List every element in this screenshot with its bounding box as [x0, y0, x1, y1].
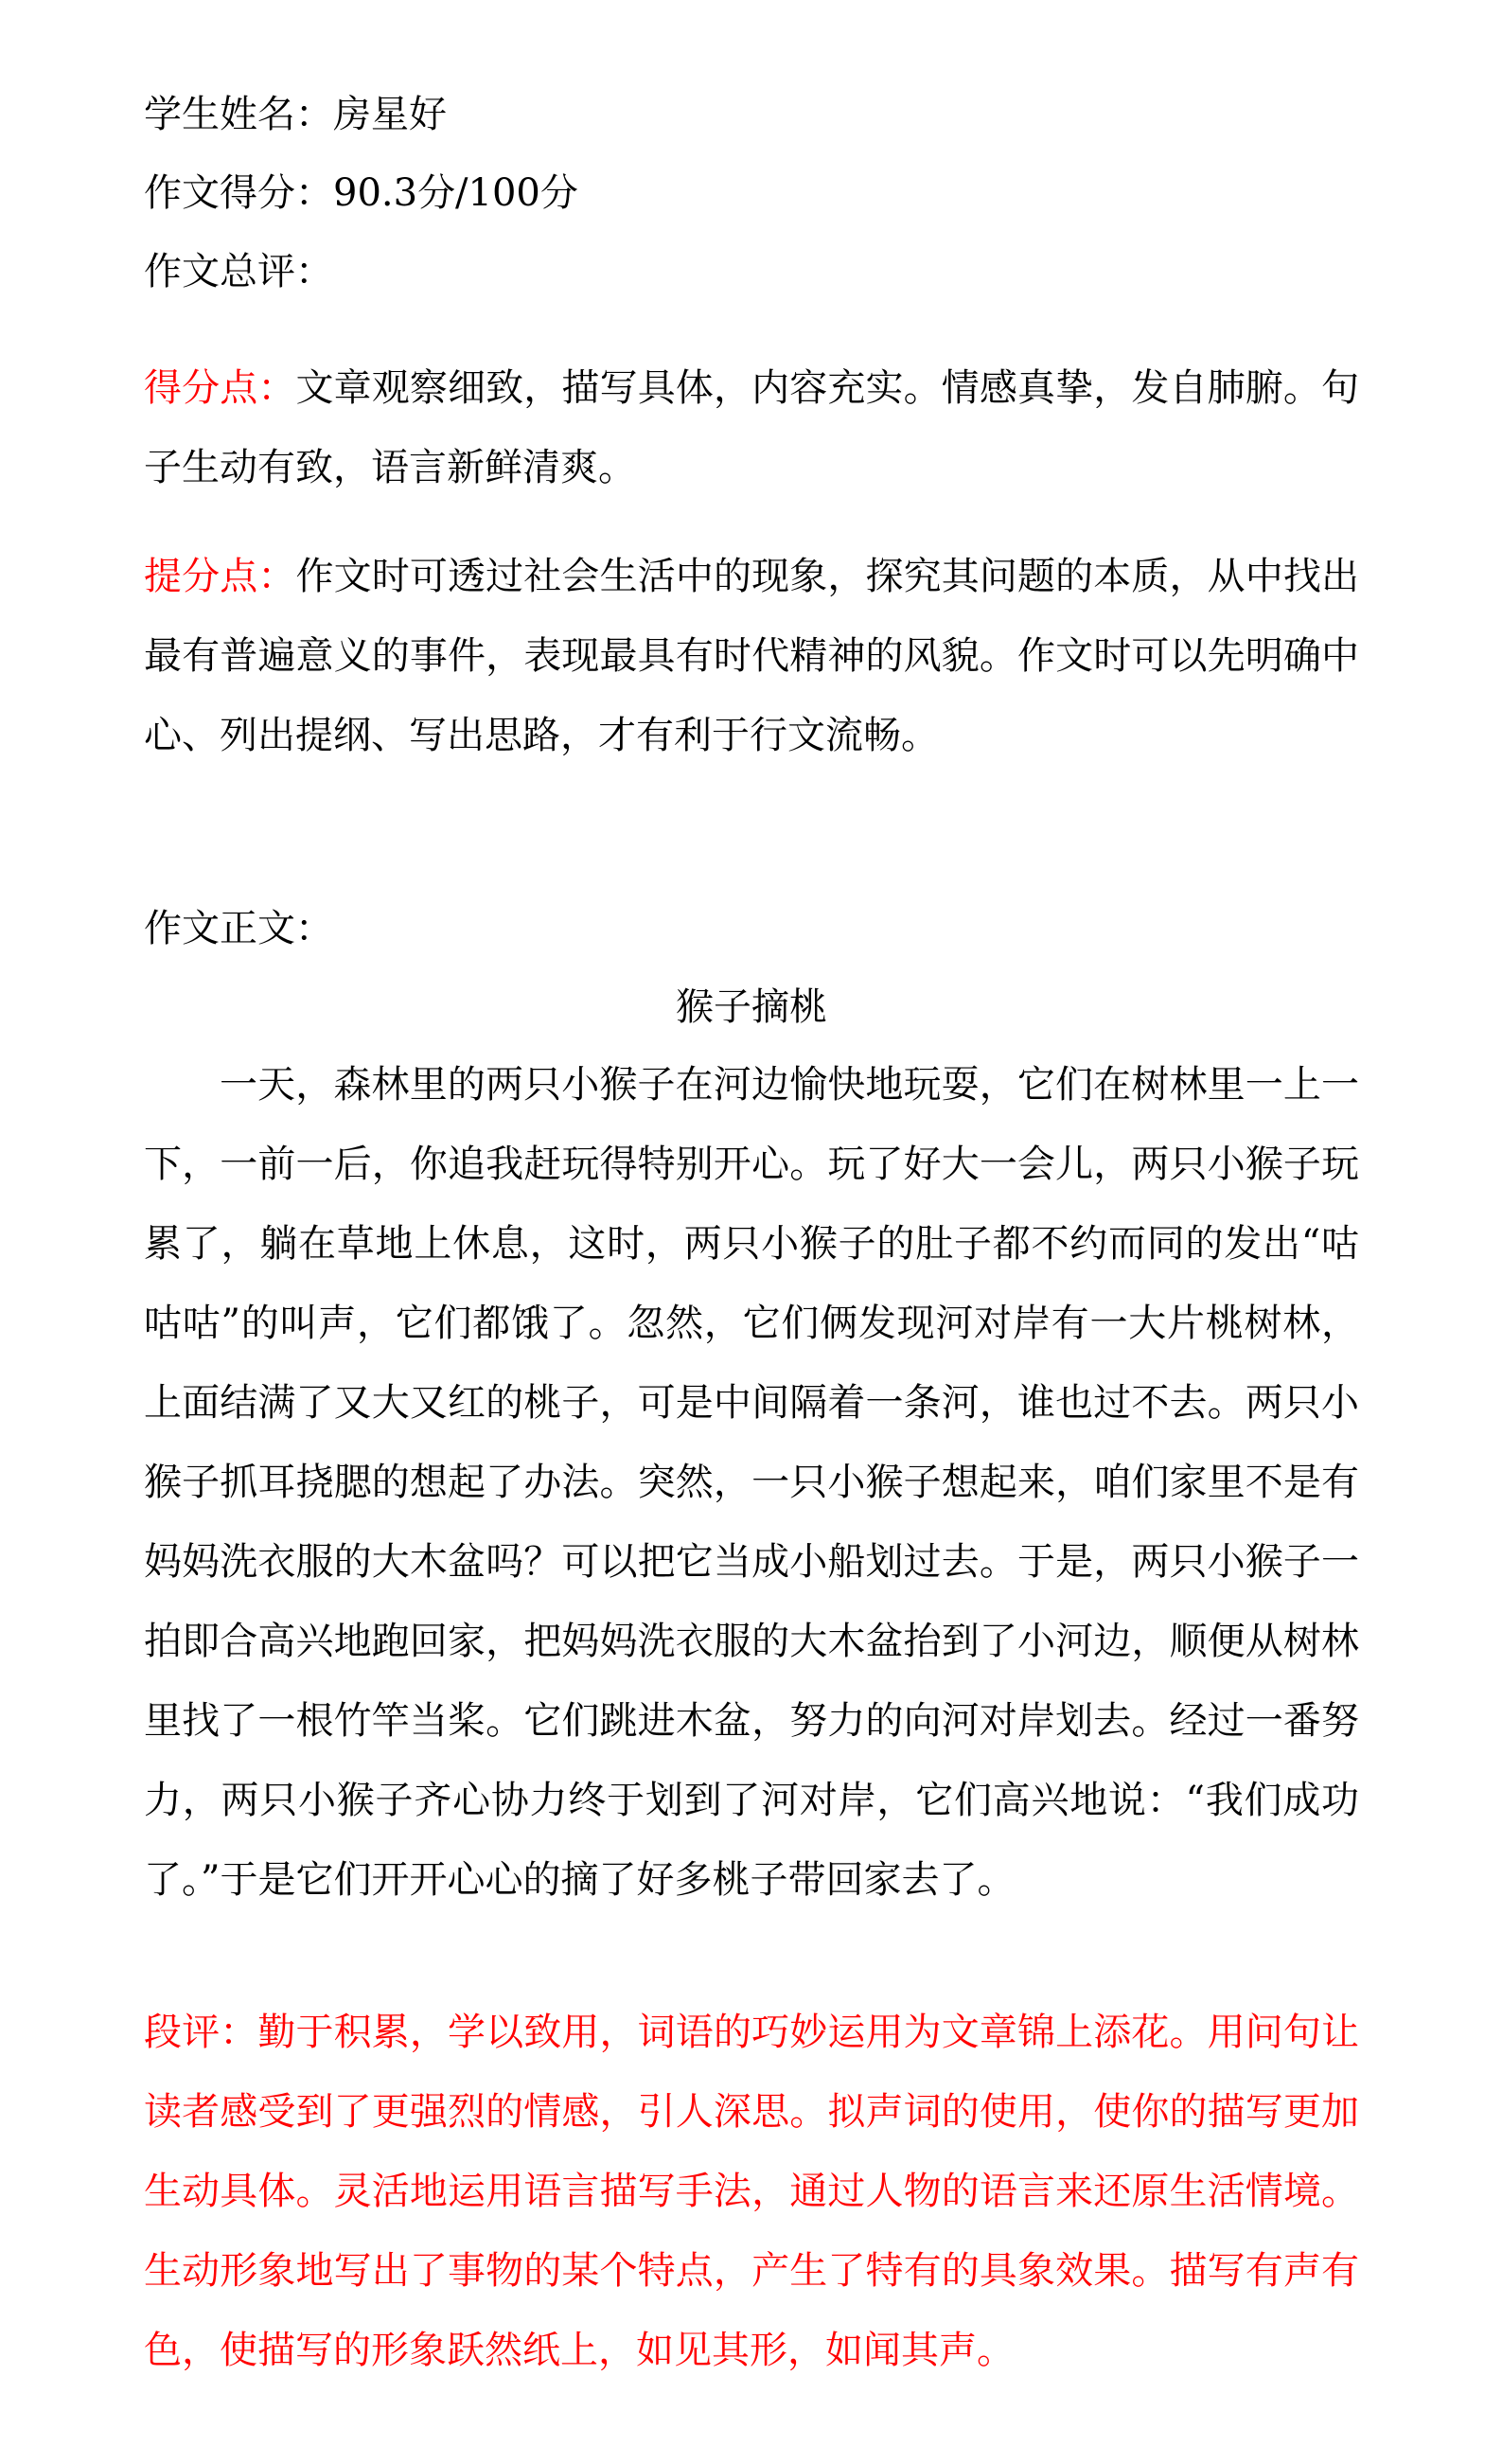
- overall-review-heading: 作文总评：: [144, 250, 333, 293]
- student-name-label: 学生姓名：: [144, 93, 333, 136]
- essay-score-value: 90.3分/100分: [333, 171, 578, 215]
- paragraph-review-text: 勤于积累，学以致用，词语的巧妙运用为文章锦上添花。用问句让读者感受到了更强烈的情感，引人深思。拟声词的使用，使你的描写更加生动具体。灵活地运用语言描写手法，通过人物的语言来还原生活情境。生动形象地写出了事物的某个特点，产生了特有的具象效果。描写有声有色，使描写的形象跃然纸上，如见其形，如闻其声。: [144, 2011, 1360, 2372]
- paragraph-review-label: 段评：: [144, 2011, 258, 2054]
- student-name-value: 房星好: [333, 93, 447, 136]
- essay-score-row: [144, 167, 578, 220]
- strengths-section: [144, 348, 1359, 507]
- strengths-label: 得分点：: [144, 366, 296, 410]
- improvement-text: 作文时可透过社会生活中的现象，探究其问题的本质，从中找出最有普遍意义的事件，表现最具有时代精神的风貌。作文时可以先明确中心、列出提纲、写出思路，才有利于行文流畅。: [144, 555, 1360, 757]
- essay-title: 猴子摘桃: [676, 985, 827, 1029]
- improvement-label: 提分点：: [144, 555, 296, 598]
- improvement-section: [144, 537, 1359, 775]
- essay-body-text: 一天，森林里的两只小猴子在河边愉快地玩耍，它们在树林里一上一下，一前一后，你追我赶玩得特别开心。玩了好大一会儿，两只小猴子玩累了，躺在草地上休息，这时，两只小猴子的肚子都不约而同的发出“咕咕咕”的叫声，它们都饿了。忽然，它们俩发现河对岸有一大片桃树林，上面结满了又大又红的桃子，可是中间隔着一条河，谁也过不去。两只小猴子抓耳挠腮的想起了办法。突然，一只小猴子想起来，咱们家里不是有妈妈洗衣服的大木盆吗？可以把它当成小船划过去。于是，两只小猴子一拍即合高兴地跑回家，把妈妈洗衣服的大木盆抬到了小河边，顺便从树林里找了一根竹竿当桨。它们跳进木盆，努力的向河对岸划去。经过一番努力，两只小猴子齐心协力终于划到了河对岸，它们高兴地说：“我们成功了。”于是它们开开心心的摘了好多桃子带回家去了。: [144, 1063, 1359, 1902]
- essay-score-label: 作文得分：: [144, 171, 333, 215]
- essay-body-heading: 作文正文：: [144, 907, 333, 950]
- strengths-text: 文章观察细致，描写具体，内容充实。情感真挚，发自肺腑。句子生动有致，语言新鲜清爽。: [144, 366, 1360, 489]
- student-name-row: [144, 88, 447, 141]
- paragraph-review: [144, 1993, 1359, 2390]
